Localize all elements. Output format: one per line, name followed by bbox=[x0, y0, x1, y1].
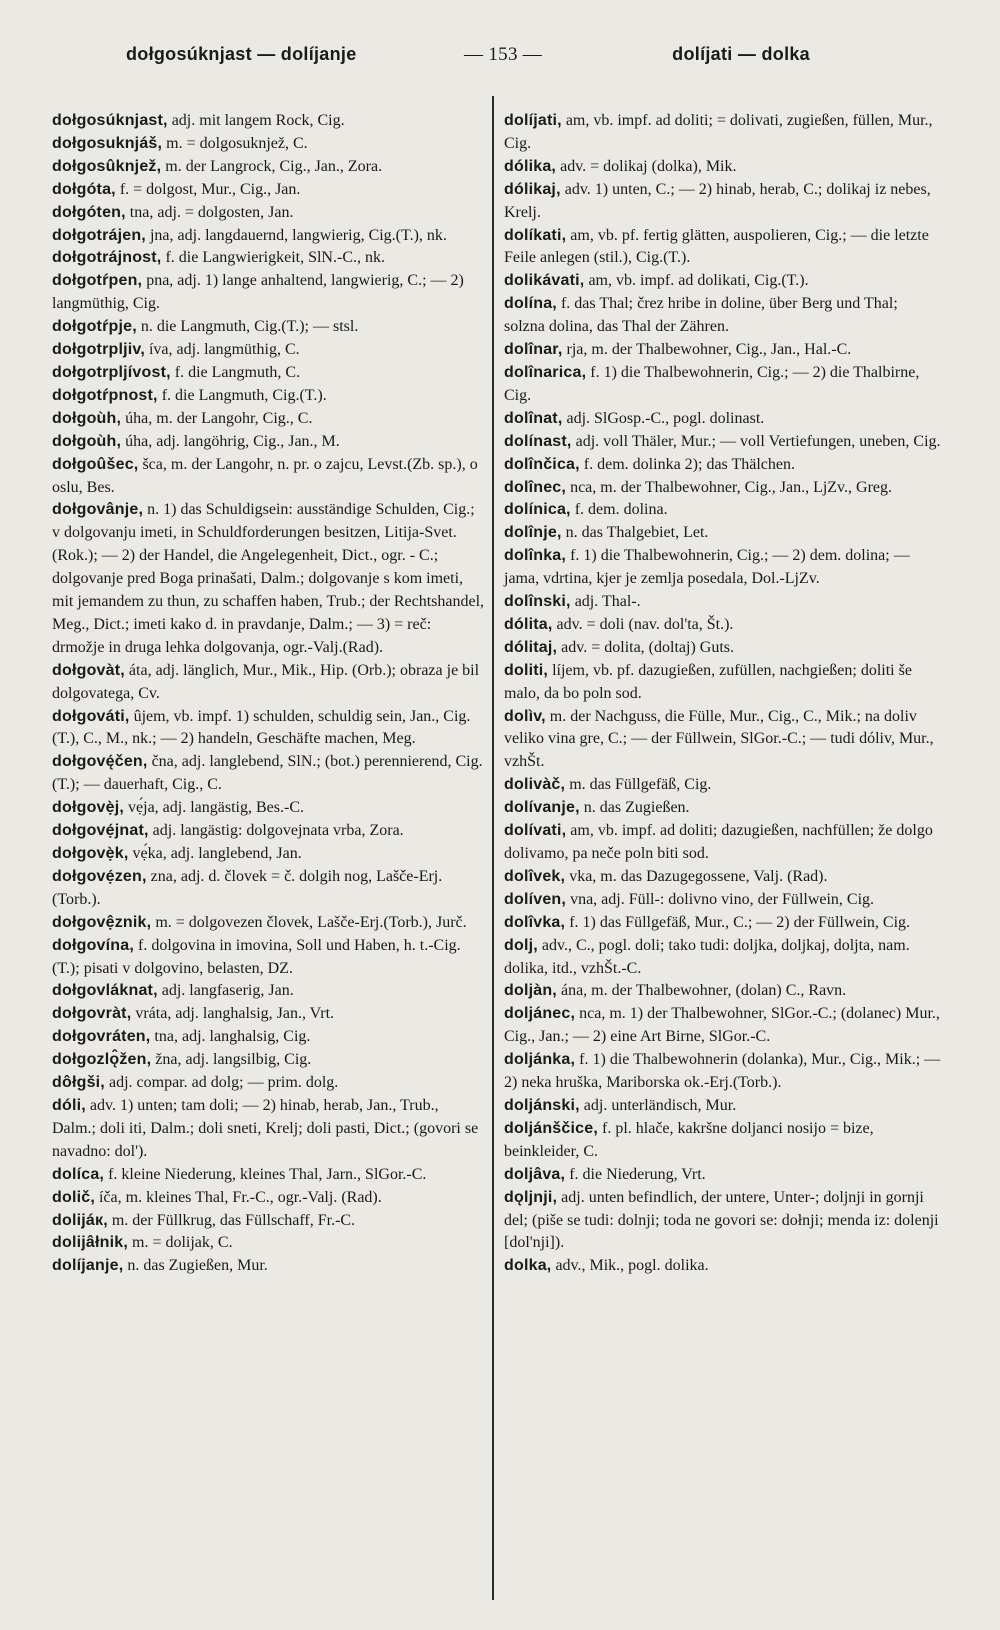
dictionary-entry bbox=[52, 454, 486, 500]
entry-definition: m. der Füllkrug, das Füllschaff, Fr.-C. bbox=[107, 1211, 356, 1229]
dictionary-entry bbox=[504, 362, 942, 408]
dictionary-entry bbox=[52, 179, 486, 202]
entry-headword: dolj, bbox=[504, 936, 538, 954]
dictionary-entry bbox=[52, 225, 486, 248]
dictionary-entry bbox=[52, 133, 486, 156]
dictionary-entry bbox=[52, 980, 486, 1003]
entry-headword: dołgováti, bbox=[52, 707, 130, 725]
entry-definition: ána, m. der Thalbewohner, (dolan) C., Ravn. bbox=[556, 982, 847, 1000]
dictionary-entry bbox=[52, 1187, 486, 1210]
dictionary-entry bbox=[504, 339, 942, 362]
entry-definition: vráta, adj. langhalsig, Jan., Vrt. bbox=[131, 1005, 335, 1023]
entry-headword: dolínica, bbox=[504, 501, 571, 519]
left-column bbox=[52, 110, 486, 1278]
dictionary-entry bbox=[52, 1026, 486, 1049]
entry-definition: adv. = dolita, (doltaj) Guts. bbox=[557, 638, 734, 656]
entry-headword: doljánski, bbox=[504, 1096, 580, 1114]
entry-headword: dolívati, bbox=[504, 822, 567, 840]
dictionary-entry bbox=[52, 1095, 486, 1164]
dictionary-entry bbox=[504, 820, 942, 866]
dictionary-entry bbox=[52, 1210, 486, 1233]
entry-definition: adv. 1) unten, C.; — 2) hinab, herab, C.; dolikaj iz nebes, Krelj. bbox=[504, 180, 931, 221]
entry-definition: jna, adj. langdauernd, langwierig, Cig.(T.), nk. bbox=[145, 226, 447, 244]
dictionary-entry bbox=[52, 751, 486, 797]
dictionary-entry bbox=[52, 202, 486, 225]
dictionary-entry bbox=[52, 912, 486, 935]
dictionary-entry bbox=[504, 477, 942, 500]
entry-headword: dolíca, bbox=[52, 1165, 105, 1183]
entry-definition: adv., Mik., pogl. dolika. bbox=[551, 1257, 709, 1275]
dictionary-entry bbox=[52, 1164, 486, 1187]
entry-definition: n. 1) das Schuldigsein: ausständige Schulden, Cig.; v dolgovanju imeti, in Schuldforderungen besitzen, Litija-Svet.(Rok.); — 2) der Handel, die Angelegenheit, Dict., ogr. - C.; dolgovanje pred Boga prinašati, Dalm.; dolgovanje s kom imeti, mit jemandem zu thun, zu schaffen haben, Trub.; der Rechtshandel, Meg., Dict.; imeti kako d. in pravdanje, Dalm.; — 3) = reč: drmožje in druga lehka dolgovanja, ogr.-Valj.(Rad). bbox=[52, 501, 485, 656]
entry-headword: dołgóta, bbox=[52, 180, 116, 198]
entry-headword: dólitaj, bbox=[504, 638, 558, 656]
entry-headword: dolînarica, bbox=[504, 363, 587, 381]
entry-definition: íva, adj. langmüthig, C. bbox=[144, 341, 300, 359]
entry-headword: dolînje, bbox=[504, 524, 562, 542]
column-divider bbox=[492, 96, 494, 1600]
entry-headword: dolîvka, bbox=[504, 913, 566, 931]
dictionary-entry bbox=[504, 614, 942, 637]
dictionary-entry bbox=[504, 889, 942, 912]
entry-definition: adj. langfaserig, Jan. bbox=[157, 982, 294, 1000]
dictionary-entry bbox=[52, 408, 486, 431]
entry-headword: dolína, bbox=[504, 295, 557, 313]
entry-definition: adj. unterländisch, Mur. bbox=[579, 1096, 737, 1114]
entry-headword: dolînec, bbox=[504, 478, 567, 496]
dictionary-entry bbox=[504, 706, 942, 775]
entry-headword: dóli, bbox=[52, 1096, 86, 1114]
dictionary-entry bbox=[52, 866, 486, 912]
entry-definition: ûjem, vb. impf. 1) schulden, schuldig sein, Jan., Cig.(T.), C., M., nk.; — 2) handeln, Geschäfte machen, Meg. bbox=[52, 707, 471, 748]
entry-headword: dolînski, bbox=[504, 593, 571, 611]
entry-definition: am, vb. impf. ad doliti; = dolivati, zugießen, füllen, Mur., Cig. bbox=[504, 112, 933, 152]
entry-headword: doljánka, bbox=[504, 1051, 576, 1069]
entry-definition: m. = dolijak, C. bbox=[128, 1234, 233, 1252]
dictionary-entry bbox=[52, 797, 486, 820]
entry-definition: n. die Langmuth, Cig.(T.); — stsl. bbox=[136, 318, 359, 336]
entry-definition: m. = dolgosuknjež, C. bbox=[162, 134, 308, 152]
entry-definition: líjem, vb. pf. dazugießen, zufüllen, nachgießen; doliti še malo, da bo poln sod. bbox=[504, 661, 912, 702]
entry-headword: dólikaj, bbox=[504, 180, 561, 198]
entry-definition: n. das Zugießen, Mur. bbox=[123, 1257, 268, 1275]
running-header bbox=[126, 44, 810, 72]
entry-definition: f. 1) die Thalbewohnerin, Cig.; — 2) die Thalbirne, Cig. bbox=[504, 363, 920, 404]
entry-headword: dołgovráten, bbox=[52, 1028, 151, 1046]
entry-headword: doljánec, bbox=[504, 1005, 576, 1023]
entry-definition: nca, m. 1) der Thalbewohner, SlGor.-C.; (dolanec) Mur., Cig., Jan.; — 2) eine Art Birne, SlGor.-C. bbox=[504, 1005, 940, 1046]
entry-headword: dołgovẹ̀k, bbox=[52, 845, 129, 862]
dictionary-entry bbox=[52, 156, 486, 179]
entry-definition: f. die Langmuth, C. bbox=[170, 363, 301, 381]
entry-headword: dołgosúknjast, bbox=[52, 112, 168, 129]
entry-definition: šca, m. der Langohr, n. pr. o zajcu, Levst.(Zb. sp.), o oslu, Bes. bbox=[52, 455, 478, 496]
entry-definition: vka, m. das Dazugegossene, Valj. (Rad). bbox=[565, 867, 828, 885]
entry-headword: dołgosuknjáš, bbox=[52, 134, 163, 152]
entry-definition: f. dolgovina in imovina, Soll und Haben, h. t.-Cig.(T.); pisati v dolgovino, belasten, DZ. bbox=[52, 936, 461, 977]
entry-definition: n. das Zugießen. bbox=[579, 799, 690, 817]
entry-definition: f. die Langwierigkeit, SlN.-C., nk. bbox=[161, 249, 385, 267]
entry-headword: dólika, bbox=[504, 157, 557, 175]
entry-definition: adj. mit langem Rock, Cig. bbox=[167, 112, 345, 129]
right-column bbox=[504, 110, 942, 1278]
entry-definition: tna, adj. = dolgosten, Jan. bbox=[125, 203, 294, 221]
entry-definition: adj. compar. ad dolg; — prim. dolg. bbox=[104, 1074, 339, 1092]
entry-headword: dołgotŕpen, bbox=[52, 272, 143, 290]
entry-headword: dólita, bbox=[504, 615, 553, 633]
entry-definition: vna, adj. Füll-: dolivno vino, der Füllwein, Cig. bbox=[566, 890, 875, 908]
dictionary-entry bbox=[504, 912, 942, 935]
entry-definition: n. das Thalgebiet, Let. bbox=[561, 524, 709, 542]
dictionary-entry bbox=[52, 935, 486, 981]
entry-headword: dołgovânje, bbox=[52, 501, 144, 519]
entry-headword: dolînar, bbox=[504, 341, 563, 359]
entry-headword: dołgovràt, bbox=[52, 1005, 132, 1023]
entry-headword: dolîvek, bbox=[504, 867, 566, 885]
dictionary-entry bbox=[504, 1187, 942, 1256]
entry-headword: dołgovàt, bbox=[52, 661, 125, 679]
entry-headword: dołgovẹ̀j, bbox=[52, 799, 125, 817]
entry-headword: dolíkati, bbox=[504, 226, 567, 244]
entry-definition: f. kleine Niederung, kleines Thal, Jarn., SlGor.-C. bbox=[104, 1165, 427, 1183]
entry-headword: dolka, bbox=[504, 1257, 552, 1275]
entry-definition: čna, adj. langlebend, SlN.; (bot.) perennierend, Cig.(T.); — dauerhaft, Cig., C. bbox=[52, 753, 483, 794]
entry-definition: vẹ́ka, adj. langlebend, Jan. bbox=[128, 845, 302, 862]
entry-definition: žna, adj. langsilbig, Cig. bbox=[151, 1051, 312, 1069]
dictionary-entry bbox=[504, 660, 942, 706]
header-right-guide-words: dolíjati — dolka bbox=[672, 44, 810, 64]
entry-definition: tna, adj. langhalsig, Cig. bbox=[150, 1028, 311, 1046]
dictionary-entry bbox=[52, 1003, 486, 1026]
entry-headword: dołgotrájnost, bbox=[52, 249, 162, 267]
dictionary-entry bbox=[52, 820, 486, 843]
dictionary-entry bbox=[504, 1118, 942, 1164]
entry-definition: f. 1) die Thalbewohnerin (dolanka), Mur., Cig., Mik.; — 2) neka hruška, Mariborska ok.-Erj.(Torb.). bbox=[504, 1051, 941, 1092]
entry-definition: f. die Langmuth, Cig.(T.). bbox=[157, 386, 327, 404]
entry-headword: dołgóten, bbox=[52, 203, 126, 221]
entry-definition: f. das Thal; črez hribe in doline, über Berg und Thal; solzna dolina, das Thal der Zähren. bbox=[504, 295, 898, 336]
entry-headword: dołgosûknjež, bbox=[52, 157, 162, 175]
dictionary-entry bbox=[504, 270, 942, 293]
entry-definition: áta, adj. länglich, Mur., Mik., Hip. (Orb.); obraza je bil dolgovatega, Cv. bbox=[52, 661, 480, 702]
entry-definition: pna, adj. 1) lange anhaltend, langwierig, C.; — 2) langmüthig, Cig. bbox=[52, 272, 464, 313]
entry-definition: íča, m. kleines Thal, Fr.-C., ogr.-Valj. (Rad). bbox=[94, 1188, 382, 1206]
entry-definition: am, vb. impf. ad doliti; dazugießen, nachfüllen; že dolgo dolivamo, pa neče poln biti sod. bbox=[504, 822, 933, 862]
entry-headword: dolič, bbox=[52, 1188, 95, 1206]
entry-headword: doljánščice, bbox=[504, 1119, 598, 1137]
entry-definition: adj. langästig: dolgovejnata vrba, Zora. bbox=[148, 822, 404, 840]
entry-headword: dolînat, bbox=[504, 409, 563, 427]
entry-headword: dolînčica, bbox=[504, 455, 580, 473]
dictionary-entry bbox=[504, 1003, 942, 1049]
entry-definition: f. 1) die Thalbewohnerin, Cig.; — 2) dem. dolina; — jama, vdrtina, kjer je zemlja posedala, Dol.-LjZv. bbox=[504, 547, 910, 588]
entry-definition: f. 1) das Füllgefäß, Mur., C.; — 2) der Füllwein, Cig. bbox=[565, 913, 911, 931]
entry-definition: úha, m. der Langohr, Cig., C. bbox=[121, 409, 313, 427]
dictionary-entry bbox=[504, 225, 942, 271]
entry-headword: dołgovẹ́jnat, bbox=[52, 822, 149, 840]
entry-headword: dolíjati, bbox=[504, 112, 562, 129]
entry-headword: dôłgši, bbox=[52, 1074, 105, 1092]
entry-definition: adv., C., pogl. doli; tako tudi: doljka, doljkaj, doljta, nam. dolika, itd., vzhŠt.-C. bbox=[504, 936, 910, 977]
dictionary-entry bbox=[504, 935, 942, 981]
dictionary-entry bbox=[52, 431, 486, 454]
entry-definition: am, vb. pf. fertig glätten, auspolieren, Cig.; — die letzte Feile anlegen (stil.), Cig.(T.). bbox=[504, 226, 929, 267]
entry-headword: doliti, bbox=[504, 661, 549, 679]
dictionary-entry bbox=[52, 110, 486, 133]
entry-headword: dolínast, bbox=[504, 432, 572, 450]
entry-headword: dolikávati, bbox=[504, 272, 585, 290]
entry-definition: m. der Langrock, Cig., Jan., Zora. bbox=[161, 157, 383, 175]
entry-definition: adv. = doli (nav. dol'ta, Št.). bbox=[552, 615, 734, 633]
dictionary-entry bbox=[504, 797, 942, 820]
entry-headword: dolìv, bbox=[504, 707, 546, 725]
entry-definition: f. pl. hlače, kakršne doljanci nosijo = bize, beinkleider, C. bbox=[504, 1119, 874, 1160]
entry-headword: dolînka, bbox=[504, 547, 567, 565]
dictionary-entry bbox=[504, 1049, 942, 1095]
dictionary-entry bbox=[504, 293, 942, 339]
dictionary-entry bbox=[504, 110, 942, 156]
dictionary-entry bbox=[52, 339, 486, 362]
dictionary-entry bbox=[52, 1255, 486, 1278]
entry-definition: m. = dolgovezen človek, Lašče-Erj.(Torb.), Jurč. bbox=[151, 913, 467, 931]
dictionary-entry bbox=[52, 316, 486, 339]
dictionary-entry bbox=[504, 1164, 942, 1187]
dictionary-entry bbox=[504, 1095, 942, 1118]
entry-headword: dolíven, bbox=[504, 890, 567, 908]
entry-headword: dolijâłnik, bbox=[52, 1234, 128, 1252]
entry-headword: doljâva, bbox=[504, 1165, 566, 1183]
entry-headword: dǫljnji, bbox=[504, 1188, 558, 1206]
entry-headword: dołgovláknat, bbox=[52, 982, 158, 1000]
dictionary-entry bbox=[52, 660, 486, 706]
entry-definition: adj. SlGosp.-C., pogl. dolinast. bbox=[562, 409, 765, 427]
entry-headword: dołgovína, bbox=[52, 936, 134, 954]
dictionary-entry bbox=[504, 774, 942, 797]
entry-headword: dołgotrpljívost, bbox=[52, 363, 171, 381]
entry-definition: adj. unten befindlich, der untere, Unter-; doljnji in gornji del; (piše se tudi: dolnji; toda ne govori se: dołnji; menda iz: dolenji [dol'nji]). bbox=[504, 1188, 939, 1252]
dictionary-entry bbox=[504, 454, 942, 477]
dictionary-entry bbox=[504, 499, 942, 522]
entry-headword: doljàn, bbox=[504, 982, 557, 1000]
entry-headword: dołgotŕpnost, bbox=[52, 386, 158, 404]
dictionary-entry bbox=[504, 179, 942, 225]
dictionary-entry bbox=[52, 843, 486, 866]
dictionary-entry bbox=[52, 1072, 486, 1095]
dictionary-entry bbox=[504, 522, 942, 545]
entry-headword: dołgotrpljiv, bbox=[52, 341, 145, 359]
entry-headword: dołgoûšec, bbox=[52, 455, 139, 473]
entry-headword: dolíjanje, bbox=[52, 1257, 124, 1275]
entry-definition: adj. voll Thäler, Mur.; — voll Vertiefungen, uneben, Cig. bbox=[571, 432, 941, 450]
entry-headword: dołgozlǫ̂žen, bbox=[52, 1051, 152, 1069]
entry-headword: dołgovệznik, bbox=[52, 913, 152, 931]
dictionary-entry bbox=[52, 706, 486, 752]
dictionary-entry bbox=[52, 362, 486, 385]
entry-definition: f. die Niederung, Vrt. bbox=[565, 1165, 706, 1183]
dictionary-entry bbox=[504, 980, 942, 1003]
entry-definition: f. dem. dolina. bbox=[570, 501, 668, 519]
dictionary-entry bbox=[52, 1232, 486, 1255]
dictionary-entry bbox=[52, 247, 486, 270]
dictionary-entry bbox=[504, 431, 942, 454]
entry-definition: m. der Nachguss, die Fülle, Mur., Cig., C., Mik.; na doliv veliko vina gre, C.; — der Füllwein, SlGor.-C.; — tudi dóliv, Mur., vzhŠt. bbox=[504, 707, 934, 771]
dictionary-entry bbox=[52, 270, 486, 316]
entry-headword: dołgovẹ́zen, bbox=[52, 867, 147, 885]
entry-definition: f. = dolgost, Mur., Cig., Jan. bbox=[115, 180, 301, 198]
page-number: — 153 — bbox=[464, 44, 543, 65]
entry-definition: rja, m. der Thalbewohner, Cig., Jan., Hal.-C. bbox=[562, 341, 852, 359]
entry-headword: dołgovę́čen, bbox=[52, 753, 148, 771]
entry-definition: am, vb. impf. ad dolikati, Cig.(T.). bbox=[584, 272, 809, 290]
header-left-guide-words: dołgosúknjast — dolíjanje bbox=[126, 44, 357, 64]
dictionary-entry bbox=[504, 156, 942, 179]
dictionary-entry bbox=[504, 545, 942, 591]
dictionary-entry bbox=[52, 499, 486, 659]
dictionary-entry bbox=[504, 637, 942, 660]
entry-headword: dolívanje, bbox=[504, 799, 580, 817]
entry-definition: adv. 1) unten; tam doli; — 2) hinab, herab, Jan., Trub., Dalm.; doli iti, Dalm.; doli sneti, Krelj; doli pasti, Dict.; (govori se navadno: dol'). bbox=[52, 1096, 479, 1160]
entry-headword: dołgoùh, bbox=[52, 432, 122, 450]
dictionary-entry bbox=[504, 408, 942, 431]
entry-headword: dolivàč, bbox=[504, 776, 566, 794]
entry-definition: f. dem. dolinka 2); das Thälchen. bbox=[579, 455, 795, 473]
entry-headword: dolijáк, bbox=[52, 1211, 108, 1229]
entry-definition: nca, m. der Thalbewohner, Cig., Jan., LjZv., Greg. bbox=[566, 478, 892, 496]
entry-headword: dołgoùh, bbox=[52, 409, 122, 427]
entry-definition: adj. Thal-. bbox=[570, 593, 641, 611]
dictionary-entry bbox=[504, 866, 942, 889]
entry-definition: vẹ́ja, adj. langästig, Bes.-C. bbox=[124, 799, 304, 817]
dictionary-entry bbox=[52, 385, 486, 408]
entry-headword: dołgotrájen, bbox=[52, 226, 146, 244]
dictionary-entry bbox=[52, 1049, 486, 1072]
entry-headword: dołgotŕpje, bbox=[52, 318, 137, 336]
entry-definition: zna, adj. d. človek = č. dolgih nog, Lašče-Erj.(Torb.). bbox=[52, 867, 443, 908]
entry-definition: m. das Füllgefäß, Cig. bbox=[565, 776, 712, 794]
dictionary-entry bbox=[504, 1255, 942, 1278]
entry-definition: úha, adj. langöhrig, Cig., Jan., M. bbox=[121, 432, 340, 450]
entry-definition: adv. = dolikaj (dolka), Mik. bbox=[556, 157, 737, 175]
dictionary-entry bbox=[504, 591, 942, 614]
